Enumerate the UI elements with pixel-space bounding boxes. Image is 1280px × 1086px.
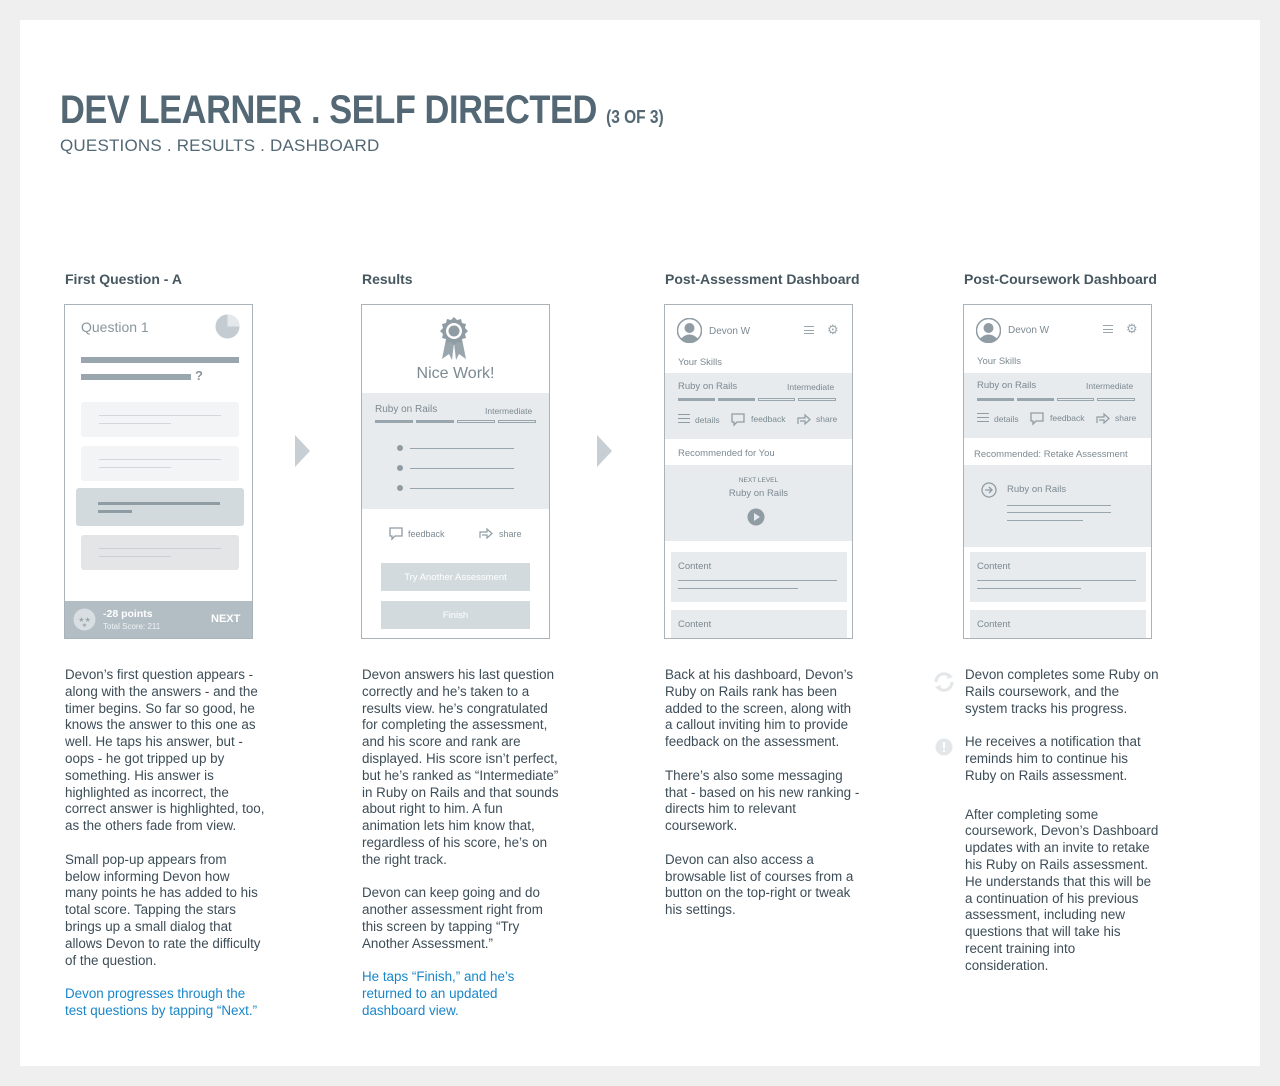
avatar[interactable] [976,318,1001,343]
description-paragraph: Back at his dashboard, Devon’s Ruby on Rails rank has been added to the screen, along with a callout inviting him to provide feedback on the assessment. [665,667,854,750]
rank-segment-filled [977,398,1014,401]
skill-name: Ruby on Rails [375,404,438,415]
arrow-right-circle-icon[interactable] [981,482,997,498]
bullet-dot [397,485,403,491]
points-earned: -28 points [103,608,153,620]
skill-level: Intermediate [485,406,533,416]
recommended-heading: Recommended: Retake Assessment [974,449,1128,460]
details-list-icon[interactable] [977,413,989,422]
rank-segment-empty [457,420,495,423]
settings-gear-icon[interactable]: ⚙ [827,322,839,337]
description-paragraph: Devon can keep going and do another assessment right from this screen by tapping “Try Another Assessment.” [362,885,543,951]
column-heading-first-question: First Question - A [65,271,182,287]
content-card-title: Content [678,561,712,572]
your-skills-label: Your Skills [678,357,723,368]
play-icon[interactable] [747,508,765,526]
description-paragraph: Small pop-up appears from below informing Devon how many points he has added to his total score. Tapping the stars brings up a small dialog that allows Devon to rate the difficulty of the question. [65,851,261,968]
rank-segment-filled [416,420,454,423]
description-paragraph: He receives a notification that reminds him to continue his Ruby on Rails assessment. [965,734,1141,783]
menu-icon[interactable] [1103,325,1113,333]
svg-text:★★: ★★ [78,616,91,624]
question-text-line [81,374,191,380]
rate-stars-icon[interactable] [73,608,96,631]
details-list-icon[interactable] [678,414,690,423]
next-level-label: NEXT LEVEL [738,477,779,484]
description-first-question [65,667,265,1037]
retake-assessment-card[interactable] [964,465,1151,547]
try-another-assessment-button[interactable] [381,563,530,591]
results-panel [362,393,549,509]
question-text-line [81,357,239,363]
description-link-paragraph: Devon progresses through the test questions by tapping “Next.” [65,986,258,1018]
feedback-icon[interactable] [389,527,403,541]
share-icon[interactable] [797,413,811,425]
feedback-icon[interactable] [731,413,745,427]
description-link-paragraph: He taps “Finish,” and he’s returned to an updated dashboard view. [362,969,515,1018]
rank-segment-filled [1017,398,1054,401]
recommended-heading: Recommended for You [678,448,775,459]
skill-name: Ruby on Rails [977,380,1037,391]
skill-card[interactable] [964,373,1151,438]
rank-segment-filled [678,398,715,401]
skill-name: Ruby on Rails [678,381,738,392]
settings-gear-icon[interactable]: ⚙ [1126,321,1138,336]
skill-level: Intermediate [787,382,835,392]
content-card-title: Content [977,561,1011,572]
question-mark: ? [195,368,203,383]
column-heading-results: Results [362,271,413,287]
answer-option-incorrect[interactable] [81,535,239,570]
page-title: DEV LEARNER . SELF DIRECTED (3 OF 3) [60,88,664,132]
points-popup [65,601,253,639]
skill-level: Intermediate [1086,381,1134,391]
description-paragraph: Devon answers his last question correctly and he’s taken to a results view. he’s congratulated for completing the assessment, and his score and rank are displayed. His score isn’t perfect, but he’s ranked as “Intermediate” in Ruby on Rails and that sounds about right to him. A fun animation lets him know that, regardless of his score, he’s on the right track. [362,667,559,867]
feedback-link[interactable]: feedback [1050,413,1085,423]
rank-segment-empty [498,420,536,423]
user-name: Devon W [709,326,751,337]
finish-label: Finish [442,610,469,621]
try-another-label: Try Another Assessment [404,572,507,583]
share-link[interactable]: share [1115,413,1137,423]
column-heading-post-assessment: Post-Assessment Dashboard [665,271,860,287]
content-card[interactable] [671,552,847,602]
answer-option-faded[interactable] [81,402,239,437]
feedback-link[interactable]: feedback [751,414,786,424]
rank-segment-filled [375,420,413,423]
description-post-assessment [665,667,861,936]
next-button[interactable]: NEXT [211,613,241,625]
question-screen-mock [64,304,253,639]
content-card[interactable] [970,552,1146,602]
description-paragraph: Devon can also access a browsable list of courses from a button on the top-right or tweak his settings. [665,851,854,918]
share-link[interactable]: share [499,529,522,539]
page-title-suffix: (3 OF 3) [606,107,664,127]
feedback-icon[interactable] [1030,412,1044,426]
total-score: Total Score: 211 [103,622,161,631]
share-link[interactable]: share [816,414,838,424]
content-card-title: Content [678,619,712,630]
menu-icon[interactable] [804,326,814,334]
feedback-link[interactable]: feedback [408,529,445,539]
details-link[interactable]: details [695,415,720,425]
description-paragraph: After completing some coursework, Devon’s Dashboard updates with an invite to retake his Ruby on Rails assessment. He understands that this will be a continuation of his previous assessment, including new questions that will take his recent training into consideration. [965,806,1159,973]
finish-button[interactable] [381,601,530,629]
user-name: Devon W [1008,325,1050,336]
award-badge-icon [436,315,472,361]
recommended-course-card[interactable] [665,465,852,541]
post-assessment-dashboard-mock [664,304,853,639]
post-coursework-dashboard-mock [963,304,1152,639]
description-paragraph: Devon’s first question appears - along with the answers - and the timer begins. So far so good, he knows the answer to this one as well. He taps his answer, but - oops - he got tripped up by something. His answer is highlighted as incorrect, the correct answer is highlighted, too, as the others fade from view. [65,667,265,834]
bullet-dot [397,445,403,451]
rank-segment-empty [758,398,795,401]
skill-card[interactable] [665,373,852,439]
description-results [362,667,559,1037]
page-subtitle: QUESTIONS . RESULTS . DASHBOARD [60,136,380,155]
answer-option-faded[interactable] [81,446,239,481]
flow-arrow-icon [295,435,310,467]
content-card[interactable] [671,610,847,639]
rank-segment-filled [718,398,755,401]
description-paragraph: Devon completes some Ruby on Rails coursework, and the system tracks his progress. [965,667,1159,716]
details-link[interactable]: details [994,414,1019,424]
next-course-title: Ruby on Rails [728,488,789,499]
retake-course-title: Ruby on Rails [1007,484,1067,495]
timer-icon [215,314,240,339]
content-card[interactable] [970,610,1146,639]
answer-option-correct[interactable] [76,488,244,526]
sync-icon [932,670,956,694]
flow-arrow-icon [597,435,612,467]
results-screen-mock [361,304,550,639]
question-label: Question 1 [81,319,149,335]
alert-icon [935,738,953,756]
your-skills-label: Your Skills [977,356,1022,367]
svg-text:★: ★ [81,622,88,629]
description-paragraph: There’s also some messaging that - based on his new ranking - directs him to relevant coursework. [665,767,860,834]
rank-segment-empty [1097,398,1135,401]
bullet-dot [397,465,403,471]
avatar[interactable] [677,318,702,343]
rank-segment-empty [1057,398,1094,401]
share-icon[interactable] [1096,412,1110,424]
content-card-title: Content [977,619,1011,630]
share-icon[interactable] [479,527,493,539]
results-headline: Nice Work! [416,365,495,382]
rank-segment-empty [798,398,836,401]
description-post-coursework [965,667,1160,991]
column-heading-post-coursework: Post-Coursework Dashboard [964,271,1157,287]
